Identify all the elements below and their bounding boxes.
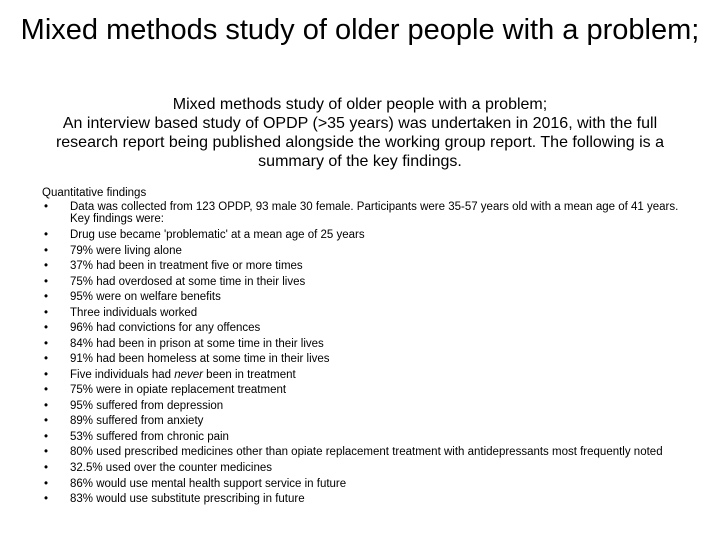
findings-list <box>42 201 682 505</box>
finding-item <box>42 415 682 427</box>
finding-text: Three individuals worked <box>70 306 198 319</box>
finding-text: 84% had been in prison at some time in their lives <box>70 337 324 350</box>
finding-text: 79% were living alone <box>70 244 182 257</box>
finding-text: 37% had been in treatment five or more times <box>70 260 303 272</box>
bullet-icon: • <box>44 229 49 241</box>
bullet-icon: • <box>44 353 49 365</box>
finding-text: 53% suffered from chronic pain <box>70 430 229 443</box>
finding-item <box>42 353 682 365</box>
finding-item <box>42 276 682 288</box>
intro-block <box>30 95 690 171</box>
bullet-icon: • <box>44 201 49 213</box>
finding-text <box>70 369 296 381</box>
bullet-icon: • <box>44 399 49 412</box>
finding-text: 95% suffered from depression <box>70 399 224 412</box>
finding-text-after: been in treatment <box>202 368 296 381</box>
finding-text: 95% were on welfare benefits <box>70 291 221 303</box>
slide-title: Mixed methods study of older people with a problem; <box>20 14 700 46</box>
bullet-icon: • <box>44 477 49 490</box>
quantitative-findings <box>42 187 682 509</box>
bullet-icon: • <box>44 430 49 443</box>
finding-item <box>42 322 682 334</box>
finding-item <box>42 493 682 505</box>
bullet-icon: • <box>44 462 49 474</box>
bullet-icon: • <box>44 446 49 458</box>
bullet-icon: • <box>44 368 49 381</box>
finding-item <box>42 384 682 396</box>
finding-text: 32.5% used over the counter medicines <box>70 462 273 474</box>
finding-text: 75% had overdosed at some time in their lives <box>70 275 306 288</box>
finding-text: 91% had been homeless at some time in their lives <box>70 353 330 365</box>
finding-text: 86% would use mental health support service in future <box>70 477 347 490</box>
finding-item <box>42 462 682 474</box>
bullet-icon: • <box>44 415 49 427</box>
finding-item <box>42 400 682 412</box>
finding-text: 75% were in opiate replacement treatment <box>70 384 287 396</box>
finding-text: Data was collected from 123 OPDP, 93 male 30 female. Participants were 35-57 years old with a mean age of 41 years. Key findings were: <box>70 201 679 225</box>
finding-item <box>42 431 682 443</box>
intro-heading: Mixed methods study of older people with a problem; <box>172 96 548 113</box>
quantitative-findings-heading: Quantitative findings <box>42 187 147 199</box>
finding-item <box>42 201 682 225</box>
finding-item <box>42 260 682 272</box>
finding-item <box>42 245 682 257</box>
bullet-icon: • <box>44 493 49 505</box>
bullet-icon: • <box>44 275 49 288</box>
bullet-icon: • <box>44 337 49 350</box>
bullet-icon: • <box>44 306 49 319</box>
finding-text: 96% had convictions for any offences <box>70 322 261 334</box>
finding-text-before: Five individuals had <box>70 368 175 381</box>
intro-text: An interview based study of OPDP (>35 years) was undertaken in 2016, with the full research report being published alongside the working group report. The following is a summary of the key findings. <box>55 115 665 170</box>
finding-text: 83% would use substitute prescribing in future <box>70 493 305 505</box>
finding-item <box>42 478 682 490</box>
finding-item <box>42 338 682 350</box>
finding-item <box>42 291 682 303</box>
finding-item <box>42 307 682 319</box>
bullet-icon: • <box>44 384 49 396</box>
bullet-icon: • <box>44 260 49 272</box>
finding-item <box>42 369 682 381</box>
bullet-icon: • <box>44 244 49 257</box>
finding-text: Drug use became 'problematic' at a mean age of 25 years <box>70 229 365 241</box>
bullet-icon: • <box>44 322 49 334</box>
finding-text: 80% used prescribed medicines other than opiate replacement treatment with antidepressants most frequently noted <box>70 446 663 458</box>
finding-text: 89% suffered from anxiety <box>70 415 204 427</box>
finding-item <box>42 229 682 241</box>
finding-item <box>42 446 682 458</box>
bullet-icon: • <box>44 291 49 303</box>
finding-text-emphasis: never <box>174 368 203 381</box>
